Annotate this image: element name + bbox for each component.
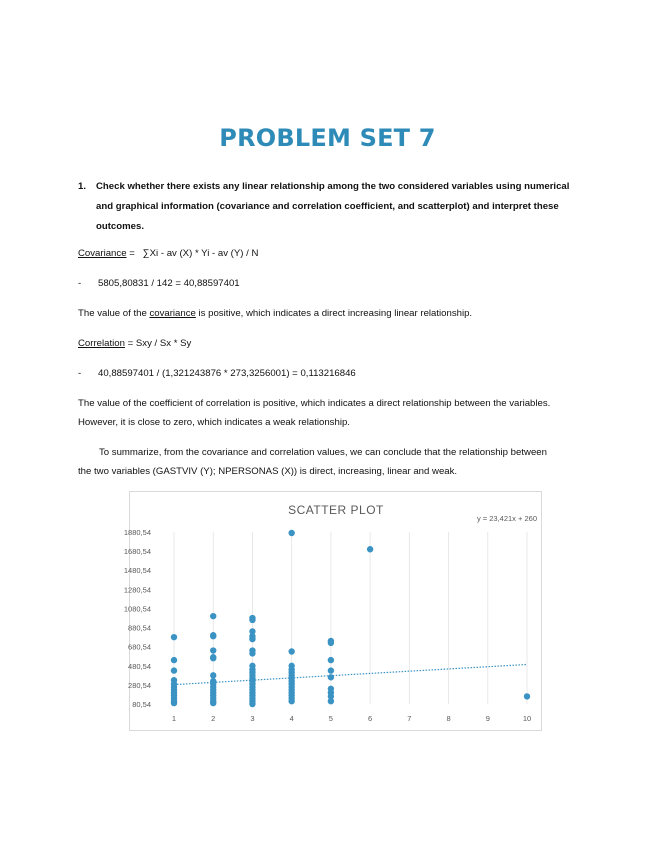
scatter-point — [328, 657, 334, 663]
scatter-point — [328, 640, 334, 646]
x-tick-label: 4 — [289, 714, 294, 723]
covariance-interp-pre: The value of the — [78, 308, 150, 319]
x-tick-label: 7 — [407, 714, 412, 723]
y-tick-label: 1480,54 — [123, 566, 151, 576]
scatter-point — [210, 633, 216, 639]
question-text: Check whether there exists any linear relationship among the two considered variables using numerical and graphical information (covariance and correlation coefficient, and scatterplot) and interpret these outcomes. — [96, 181, 570, 232]
y-tick-label: 80,54 — [132, 700, 151, 709]
scatter-point — [288, 698, 294, 704]
x-tick-label: 5 — [328, 714, 333, 723]
scatter-point — [328, 674, 334, 680]
scatter-point — [249, 701, 255, 707]
y-tick-label: 680,54 — [128, 642, 151, 652]
question-number: 1. — [78, 181, 87, 192]
covariance-calc: 5805,80831 / 142 = 40,88597401 — [98, 278, 240, 289]
chart-title: SCATTER PLOT — [288, 503, 384, 517]
x-tick-label: 9 — [485, 714, 490, 723]
covariance-interpretation — [78, 304, 472, 324]
x-tick-label: 3 — [250, 714, 255, 723]
x-tick-label: 8 — [446, 714, 451, 723]
correlation-formula: = Sxy / Sx * Sy — [124, 338, 192, 349]
question-1 — [78, 177, 588, 237]
y-tick-label: 1280,54 — [123, 585, 151, 595]
scatter-chart — [123, 491, 542, 731]
x-tick-label: 10 — [522, 714, 532, 723]
y-tick-label: 480,54 — [128, 661, 151, 671]
covariance-formula-line — [78, 244, 258, 264]
scatter-point — [171, 700, 177, 706]
correlation-calc-line — [78, 364, 356, 384]
correlation-formula-line — [78, 334, 191, 354]
scatter-point — [210, 647, 216, 653]
scatter-point — [210, 700, 216, 706]
correlation-interp-line-2: However, it is close to zero, which indicates a weak relationship. — [78, 417, 350, 428]
scatter-point — [524, 693, 530, 699]
page-title: PROBLEM SET 7 — [219, 124, 436, 152]
scatter-point — [328, 698, 334, 704]
x-tick-label: 2 — [211, 714, 216, 723]
scatter-point — [249, 636, 255, 642]
y-tick-label: 280,54 — [128, 680, 151, 690]
scatter-point — [367, 546, 373, 552]
trendline — [174, 664, 527, 684]
scatter-point — [171, 634, 177, 640]
scatter-point — [210, 655, 216, 661]
x-tick-label: 6 — [368, 714, 373, 723]
correlation-interp-line-1: The value of the coefficient of correlation is positive, which indicates a direct relationship between the variables. — [78, 398, 551, 409]
scatter-point — [210, 672, 216, 678]
scatter-point — [249, 650, 255, 656]
scatter-point — [171, 667, 177, 673]
covariance-formula: = ∑Xi - av (X) * Yi - av (Y) / N — [126, 248, 259, 259]
y-tick-label: 1680,54 — [123, 547, 151, 557]
covariance-bullet: - — [78, 278, 82, 289]
y-tick-label: 1080,54 — [123, 604, 151, 614]
scatter-point — [328, 667, 334, 673]
scatter-plot-svg — [123, 492, 543, 732]
summary-line-2: the two variables (GASTVIV (Y); NPERSONAS (X)) is direct, increasing, linear and weak. — [78, 466, 458, 477]
covariance-interp-link: covariance — [149, 308, 196, 319]
covariance-calc-line — [78, 274, 240, 294]
covariance-label: Covariance — [78, 248, 127, 259]
trendline-equation: y = 23,421x + 260 — [476, 514, 537, 523]
scatter-point — [288, 648, 294, 654]
covariance-interp-post: is positive, which indicates a direct increasing linear relationship. — [195, 308, 473, 319]
correlation-label: Correlation — [78, 338, 125, 349]
scatter-point — [288, 530, 294, 536]
summary-line-1: To summarize, from the covariance and correlation values, we can conclude that the relationship between — [99, 447, 547, 458]
y-tick-label: 880,54 — [128, 623, 151, 633]
correlation-calc: 40,88597401 / (1,321243876 * 273,3256001) = 0,113216846 — [98, 368, 356, 379]
y-tick-label: 1880,54 — [123, 528, 151, 537]
scatter-point — [171, 657, 177, 663]
correlation-bullet: - — [78, 368, 82, 379]
scatter-point — [249, 617, 255, 623]
x-tick-label: 1 — [171, 714, 177, 723]
scatter-point — [210, 613, 216, 619]
